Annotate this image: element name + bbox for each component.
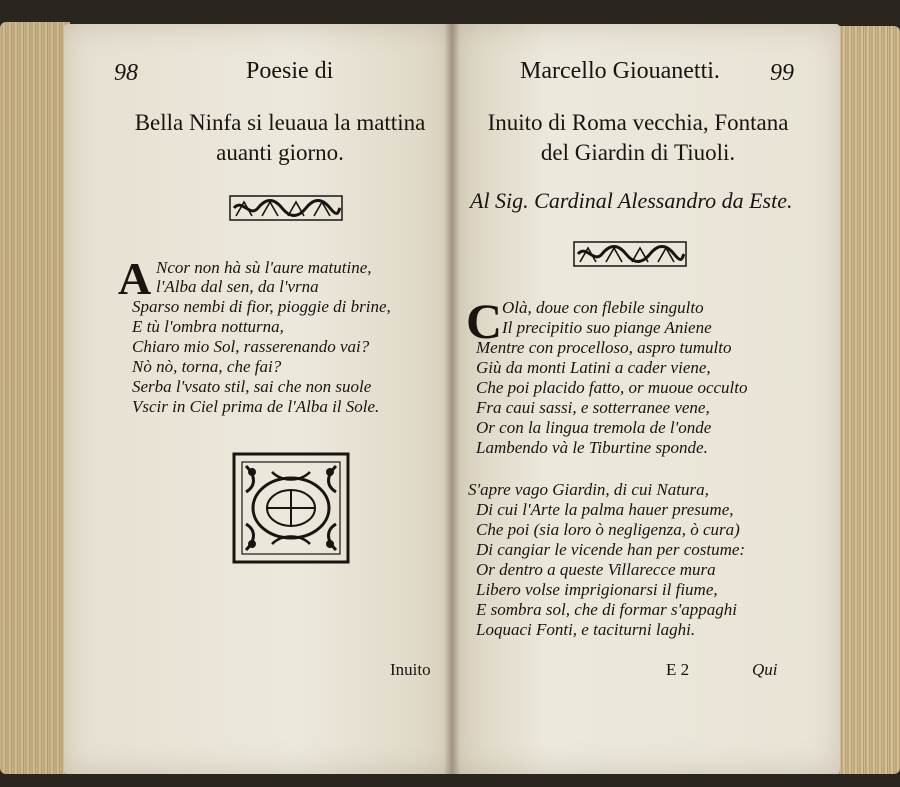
left-catchword: Inuito — [390, 660, 431, 679]
right-title-line1: Inuito di Roma vecchia, Fontana — [487, 110, 789, 135]
left-verse-line-5: Chiaro mio Sol, rasserenando vai? — [132, 337, 370, 356]
right-catchword: Qui — [752, 660, 778, 679]
right-title-line2: del Giardin di Tiuoli. — [540, 140, 736, 165]
left-verse-line-8: Vscir in Ciel prima de l'Alba il Sole. — [132, 397, 380, 416]
book-gutter — [444, 24, 460, 774]
right-stanza2-line-6: Libero volse imprigionarsi il fiume, — [476, 580, 718, 599]
right-drop-cap: C — [466, 293, 503, 349]
left-verse-line-6: Nò nò, torna, che fai? — [132, 357, 282, 376]
right-running-head: Marcello Giouanetti. — [520, 58, 720, 84]
left-title-line2: auanti giorno. — [216, 140, 344, 165]
right-verse-line-4: Giù da monti Latini a cader viene, — [476, 358, 711, 377]
right-stanza2-line-1: S'apre vago Giardin, di cui Natura, — [468, 480, 709, 499]
right-ornament-icon — [572, 238, 688, 270]
right-stanza2-line-8: Loquaci Fonti, e taciturni laghi. — [476, 620, 696, 639]
left-page-edges — [0, 22, 70, 774]
left-verse-line-3: Sparso nembi di fior, pioggie di brine, — [132, 297, 391, 316]
right-stanza2-line-3: Che poi (sia loro ò negligenza, ò cura) — [476, 520, 740, 539]
left-running-head: Poesie di — [246, 58, 334, 84]
right-stanza2-line-7: E sombra sol, che di formar s'appaghi — [476, 600, 738, 619]
right-verse-line-6: Fra caui sassi, e sotterranee vene, — [476, 398, 710, 417]
left-ornament-icon — [228, 192, 344, 224]
right-signature-mark: E 2 — [666, 660, 690, 679]
right-stanza2-line-4: Di cangiar le vicende han per costume: — [476, 540, 746, 559]
right-verse-line-1: Olà, doue con flebile singulto — [502, 298, 704, 317]
right-dedication: Al Sig. Cardinal Alessandro da Este. — [470, 188, 793, 213]
left-verse-line-2: l'Alba dal sen, da l'vrna — [156, 277, 319, 296]
left-verse-line-1: Ncor non hà sù l'aure matutine, — [156, 258, 372, 277]
right-stanza2-line-2: Di cui l'Arte la palma hauer presume, — [476, 500, 734, 519]
left-title-line1: Bella Ninfa si leuaua la mattina — [134, 110, 426, 135]
right-verse-line-3: Mentre con procelloso, aspro tumulto — [476, 338, 732, 357]
left-verse-line-7: Serba l'vsato stil, sai che non suole — [132, 377, 372, 396]
right-verse-line-5: Che poi placido fatto, or muoue occulto — [476, 378, 748, 397]
right-page-edges — [834, 26, 900, 774]
right-page-number: 99 — [770, 60, 794, 86]
left-tailpiece-ornament-icon — [232, 452, 350, 564]
left-verse-line-4: E tù l'ombra notturna, — [132, 317, 284, 336]
right-verse-line-2: Il precipitio suo piange Aniene — [502, 318, 712, 337]
left-drop-cap: A — [118, 253, 152, 304]
left-page-number: 98 — [114, 60, 138, 86]
right-verse-line-7: Or con la lingua tremola de l'onde — [476, 418, 712, 437]
right-verse-line-8: Lambendo và le Tiburtine sponde. — [476, 438, 708, 457]
right-stanza2-line-5: Or dentro a queste Villarecce mura — [476, 560, 716, 579]
